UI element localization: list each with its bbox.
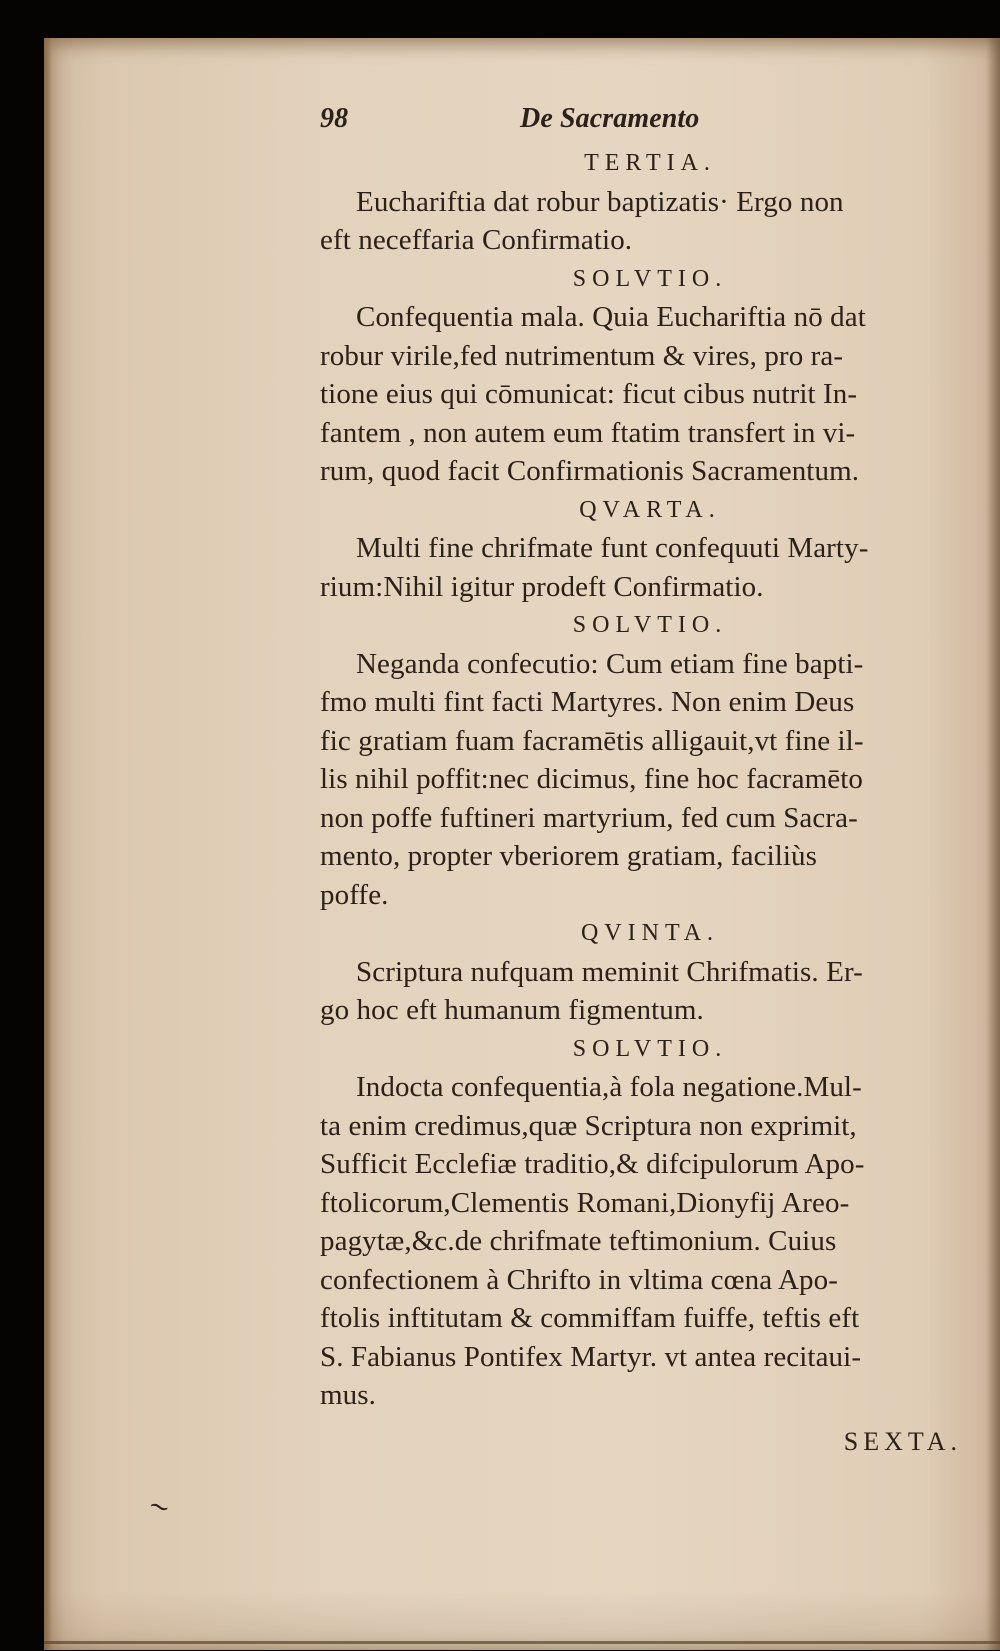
sections-container [320,144,980,1415]
text-line: Multi fine chrifmate funt confequuti Marty- [356,532,869,564]
page-bottom-edge [44,1641,1000,1644]
section-heading: SOLVTIO. [572,265,728,292]
paragraph [320,645,980,915]
text-line: non poffe fuftineri martyrium, fed cum Sacra- [320,801,858,834]
text-line: Confequentia mala. Quia Euchariftia nō dat [356,301,866,333]
text-line: go hoc eft humanum figmentum. [320,994,704,1026]
page-number: 98 [320,103,349,134]
text-line: confectionem à Chrifto in vltima cœna Apo- [320,1263,839,1296]
page-text [320,100,980,1461]
ink-mark: ~ [144,1489,175,1525]
text-line: Neganda confecutio: Cum etiam fine bapti- [356,647,864,680]
text-line: pagytæ,&c.de chrifmate teftimonium. Cuius [320,1225,837,1257]
text-line: eft neceffaria Confirmatio. [320,224,633,256]
section-heading: SOLVTIO. [572,1035,728,1062]
paragraph [320,953,980,1030]
section-heading: QVINTA. [580,920,720,946]
paragraph [320,529,980,606]
text-line: S. Fabianus Pontifex Martyr. vt antea recitaui- [320,1340,862,1373]
text-line: ftolis inftitutam & commiffam fuiffe, teftis eft [320,1302,860,1334]
text-line: ta enim credimus,quæ Scriptura non exprimit, [320,1109,857,1142]
section-heading: TERTIA. [584,150,716,176]
text-line: ftolicorum,Clementis Romani,Dionyfij Areo- [320,1186,850,1219]
text-line: mus. [320,1379,376,1411]
text-line: rium:Nihil igitur prodeft Confirmatio. [320,570,764,603]
section-heading: QVARTA. [579,496,721,523]
text-line: Scriptura nufquam meminit Chrifmatis. Er- [356,955,863,988]
page-gutter-shadow [44,38,52,1650]
text-line: fantem , non autem eum ftatim transfert in vi- [320,416,856,449]
catchword: SEXTA. [843,1426,962,1456]
text-line: mento, propter vberiorem gratiam, faciliùs [320,840,818,872]
paragraph [320,1068,980,1415]
text-line: robur virile,fed nutrimentum & vires, pro ra- [320,339,844,372]
paragraph [320,183,980,260]
text-line: fmo multi fint facti Martyres. Non enim Deus [320,686,855,718]
text-line: Indocta confequentia,à fola negatione.Mul- [356,1071,862,1103]
text-line: fic gratiam fuam facramētis alligauit,vt fine il- [320,724,864,757]
text-line: Euchariftia dat robur baptizatis· Ergo non [356,185,844,218]
page-edge-shadow [986,38,1000,1650]
text-line: lis nihil poffit:nec dicimus, fine hoc facramēto [320,763,864,795]
text-line: poffe. [320,878,389,911]
section-heading: SOLVTIO. [572,612,728,638]
paragraph [320,298,980,491]
text-line: rum, quod facit Confirmationis Sacramentum. [320,455,860,487]
running-title: De Sacramento [520,103,700,134]
text-line: tione eius qui cōmunicat: ficut cibus nutrit In- [320,378,858,410]
running-head [320,100,980,144]
text-line: Sufficit Ecclefiæ traditio,& difcipulorum Apo- [320,1148,865,1180]
